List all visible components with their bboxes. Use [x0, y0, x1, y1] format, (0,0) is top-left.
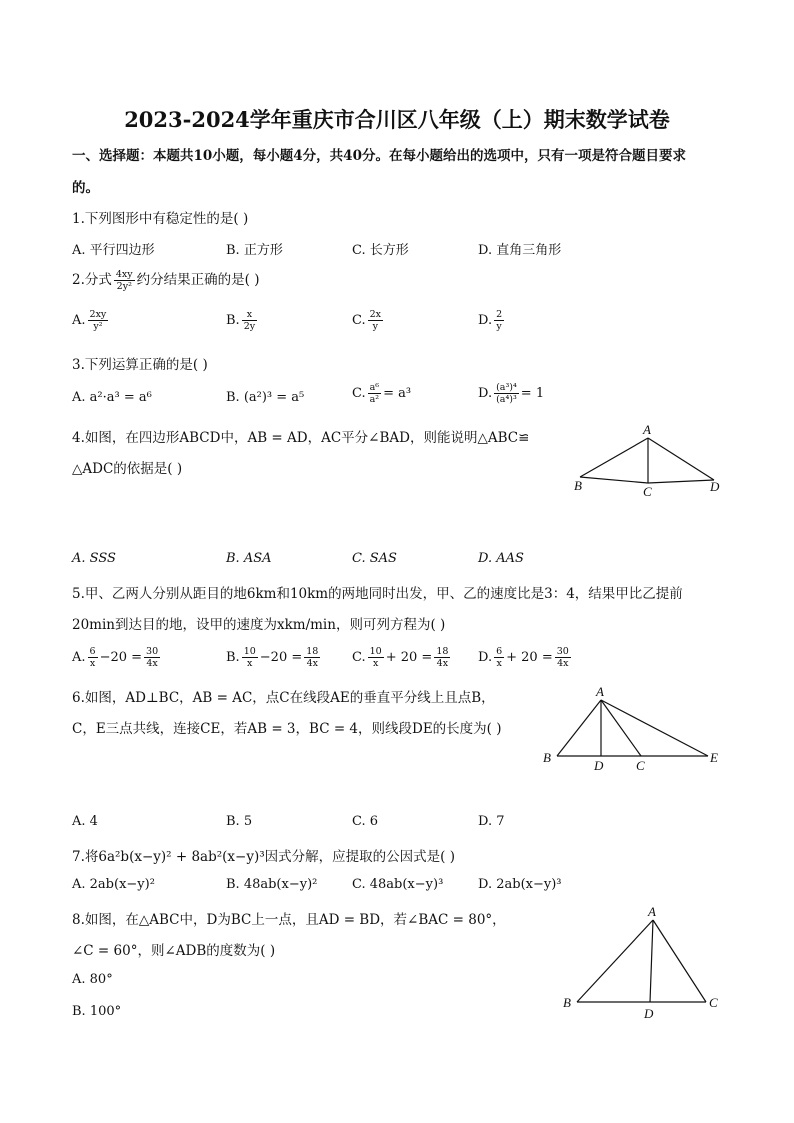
- q2-option-c[interactable]: [352, 309, 385, 332]
- q8-point-c: C: [709, 995, 718, 1010]
- question-5-stem-line2: 20min到达目的地，设甲的速度为xkm/min，则可列方程为( ): [72, 617, 446, 633]
- question-4-stem-line2: △ADC的依据是( ): [72, 461, 183, 477]
- q5-a-n2: 30: [146, 646, 159, 657]
- q3-option-c-rhs: = a³: [383, 386, 412, 401]
- q5-b-mid: −20 =: [259, 650, 303, 665]
- q2-c-den: y: [372, 321, 379, 332]
- question-5-stem-line1: 5.甲、乙两人分别从距目的地6km和10km的两地同时出发，甲、乙的速度比是3：4，结果甲比乙提前: [72, 586, 683, 602]
- question-6-stem-line2: C，E三点共线，连接CE，若AB = 3，BC = 4，则线段DE的长度为( ): [72, 721, 502, 737]
- q3-option-d-label: D.: [478, 386, 493, 401]
- q3-option-d-rhs: = 1: [520, 386, 545, 401]
- question-6-stem-line1: 6.如图，AD⊥BC，AB = AC，点C在线段AE的垂直平分线上且点B，: [72, 690, 495, 706]
- q2-a-den: y²: [93, 321, 103, 332]
- q5-c-n2: 18: [436, 646, 449, 657]
- q6-segment-ac: [601, 700, 641, 756]
- q8-figure: [558, 900, 730, 1025]
- q5-a-d1: x: [89, 658, 96, 669]
- q5-d-d2: 4x: [557, 658, 569, 669]
- q2-option-b[interactable]: [226, 309, 259, 332]
- q1-option-d[interactable]: D. 直角三角形: [478, 243, 562, 258]
- q2-stem-num: 4xy: [115, 269, 133, 280]
- page-title: 2023-2024学年重庆市合川区八年级（上）期末数学试卷: [124, 107, 670, 132]
- q8-segment-ab: [577, 920, 653, 1002]
- question-3-stem: 3.下列运算正确的是( ): [72, 357, 208, 373]
- q4-point-d: D: [710, 479, 720, 494]
- q2-stem-den: 2y²: [116, 281, 132, 292]
- question-2-stem: [72, 268, 260, 292]
- q7-option-c[interactable]: C. 48ab(x−y)³: [352, 877, 444, 892]
- q5-b-label: B.: [226, 650, 240, 665]
- q2-option-a-label: A.: [72, 313, 86, 328]
- q4-point-c: C: [643, 484, 652, 499]
- question-1-stem: 1.下列图形中有稳定性的是( ): [72, 211, 249, 227]
- q5-d-frac1: [494, 646, 504, 669]
- q2-option-a[interactable]: [72, 309, 110, 332]
- q5-c-mid: + 20 =: [385, 650, 433, 665]
- q1-option-a[interactable]: A. 平行四边形: [72, 243, 155, 258]
- q3-option-c-label: C.: [352, 386, 366, 401]
- q5-b-frac2: [304, 646, 320, 669]
- q5-a-mid: −20 =: [99, 650, 143, 665]
- q3-option-a[interactable]: A. a²·a³ = a⁶: [72, 390, 152, 405]
- q1-option-b[interactable]: B. 正方形: [226, 243, 283, 258]
- q5-a-d2: 4x: [146, 658, 158, 669]
- q4-point-b: B: [574, 478, 582, 493]
- q6-point-b: B: [543, 750, 551, 765]
- q2-option-c-fraction: [368, 309, 383, 332]
- q7-option-d[interactable]: D. 2ab(x−y)³: [478, 877, 562, 892]
- q5-a-label: A.: [72, 650, 86, 665]
- q4-segment-bc: [580, 477, 648, 483]
- section-instruction-cont: 的。: [72, 180, 99, 196]
- q5-d-d1: x: [496, 658, 502, 669]
- q2-suffix: 约分结果正确的是( ): [136, 272, 260, 288]
- q5-d-frac2: [555, 646, 571, 669]
- q4-point-a: A: [643, 422, 651, 437]
- q5-c-d1: x: [372, 658, 379, 669]
- q8-point-a: A: [648, 904, 656, 919]
- q2-option-c-label: C.: [352, 313, 366, 328]
- q1-option-c[interactable]: C. 长方形: [352, 243, 409, 258]
- q8-option-b[interactable]: B. 100°: [72, 1004, 122, 1019]
- q5-d-n2: 30: [556, 646, 569, 657]
- q5-c-n1: 10: [369, 646, 382, 657]
- q5-a-n1: 6: [89, 646, 96, 657]
- q2-option-d-fraction: [494, 309, 504, 332]
- q6-point-a: A: [596, 684, 604, 699]
- q4-segment-cd: [648, 480, 714, 483]
- q5-b-frac1: [242, 646, 258, 669]
- q3-c-num: a⁶: [369, 382, 380, 393]
- q2-option-d[interactable]: [478, 309, 506, 332]
- q6-option-c[interactable]: C. 6: [352, 814, 379, 829]
- q3-d-den: (a⁴)³: [496, 394, 517, 405]
- q2-d-num: 2: [496, 309, 503, 320]
- q2-prefix: 2.分式: [72, 272, 112, 288]
- q8-segment-ac: [653, 920, 706, 1002]
- q2-option-d-label: D.: [478, 313, 493, 328]
- q4-option-d[interactable]: D. AAS: [478, 551, 524, 566]
- q3-option-d[interactable]: [478, 382, 544, 405]
- q5-b-d1: x: [247, 658, 253, 669]
- q5-d-mid: + 20 =: [506, 650, 553, 665]
- q2-stem-fraction: [114, 269, 135, 292]
- q6-point-e: E: [710, 750, 718, 765]
- q3-option-d-fraction: [494, 382, 519, 405]
- q5-b-d2: 4x: [306, 658, 318, 669]
- q4-segment-ad: [648, 438, 714, 480]
- question-4-stem-line1: 4.如图，在四边形ABCD中，AB = AD，AC平分∠BAD，则能说明△ABC≌: [72, 430, 530, 446]
- q6-point-d: D: [594, 758, 604, 773]
- q2-c-num: 2x: [369, 309, 382, 320]
- q6-figure: [538, 682, 728, 777]
- q4-option-a[interactable]: A. SSS: [72, 551, 116, 566]
- q5-c-frac1: [368, 646, 384, 669]
- q5-d-n1: 6: [496, 646, 503, 657]
- q8-point-d: D: [644, 1006, 654, 1021]
- q6-segment-ae: [601, 700, 708, 756]
- q5-c-frac2: [434, 646, 450, 669]
- q6-option-a[interactable]: A. 4: [72, 814, 98, 829]
- q2-a-num: 2xy: [89, 309, 107, 320]
- q2-option-b-label: B.: [226, 313, 240, 328]
- q3-c-den: a²: [369, 394, 380, 405]
- q5-a-frac1: [88, 646, 98, 669]
- question-7-stem: 7.将6a²b(x−y)² + 8ab²(x−y)³因式分解，应提取的公因式是( ): [72, 849, 455, 865]
- q3-option-c[interactable]: [352, 382, 411, 405]
- q5-option-b[interactable]: [226, 646, 322, 669]
- q2-option-a-fraction: [88, 309, 109, 332]
- q2-b-num: x: [242, 309, 257, 321]
- q7-option-b[interactable]: B. 48ab(x−y)²: [226, 877, 318, 892]
- q3-option-b[interactable]: B. (a²)³ = a⁵: [226, 390, 305, 405]
- q5-b-n1: 10: [243, 646, 256, 657]
- q5-c-d2: 4x: [436, 658, 449, 669]
- q5-c-label: C.: [352, 650, 366, 665]
- q2-option-b-fraction: [242, 309, 257, 332]
- q4-option-b[interactable]: B. ASA: [226, 551, 272, 566]
- q8-option-a[interactable]: A. 80°: [72, 972, 113, 987]
- q5-a-frac2: [144, 646, 160, 669]
- q4-option-c[interactable]: C. SAS: [352, 551, 397, 566]
- question-8-stem-line1: 8.如图，在△ABC中，D为BC上一点，且AD = BD，若∠BAC = 80°，: [72, 912, 506, 928]
- section-instruction: 一、选择题：本题共10小题，每小题4分，共40分。在每小题给出的选项中，只有一项是符合题目要求: [72, 148, 686, 164]
- q6-option-b[interactable]: B. 5: [226, 814, 253, 829]
- q3-d-num: (a³)⁴: [496, 382, 517, 393]
- q3-option-c-fraction: [368, 382, 381, 405]
- q8-point-b: B: [563, 995, 571, 1010]
- q4-figure: [568, 420, 728, 500]
- q8-segment-ad: [650, 920, 653, 1002]
- q4-segment-ab: [580, 438, 648, 477]
- q5-b-n2: 18: [306, 646, 319, 657]
- q5-option-d[interactable]: [478, 646, 573, 669]
- question-8-stem-line2: ∠C = 60°，则∠ADB的度数为( ): [72, 943, 276, 959]
- q2-b-den: 2y: [243, 321, 256, 332]
- q6-option-d[interactable]: D. 7: [478, 814, 505, 829]
- q6-point-c: C: [636, 758, 645, 773]
- q7-option-a[interactable]: A. 2ab(x−y)²: [72, 877, 155, 892]
- q5-option-c[interactable]: [352, 646, 452, 669]
- q5-d-label: D.: [478, 650, 493, 665]
- q2-d-den: y: [496, 321, 502, 332]
- q5-option-a[interactable]: [72, 646, 162, 669]
- q6-segment-ab: [557, 700, 601, 756]
